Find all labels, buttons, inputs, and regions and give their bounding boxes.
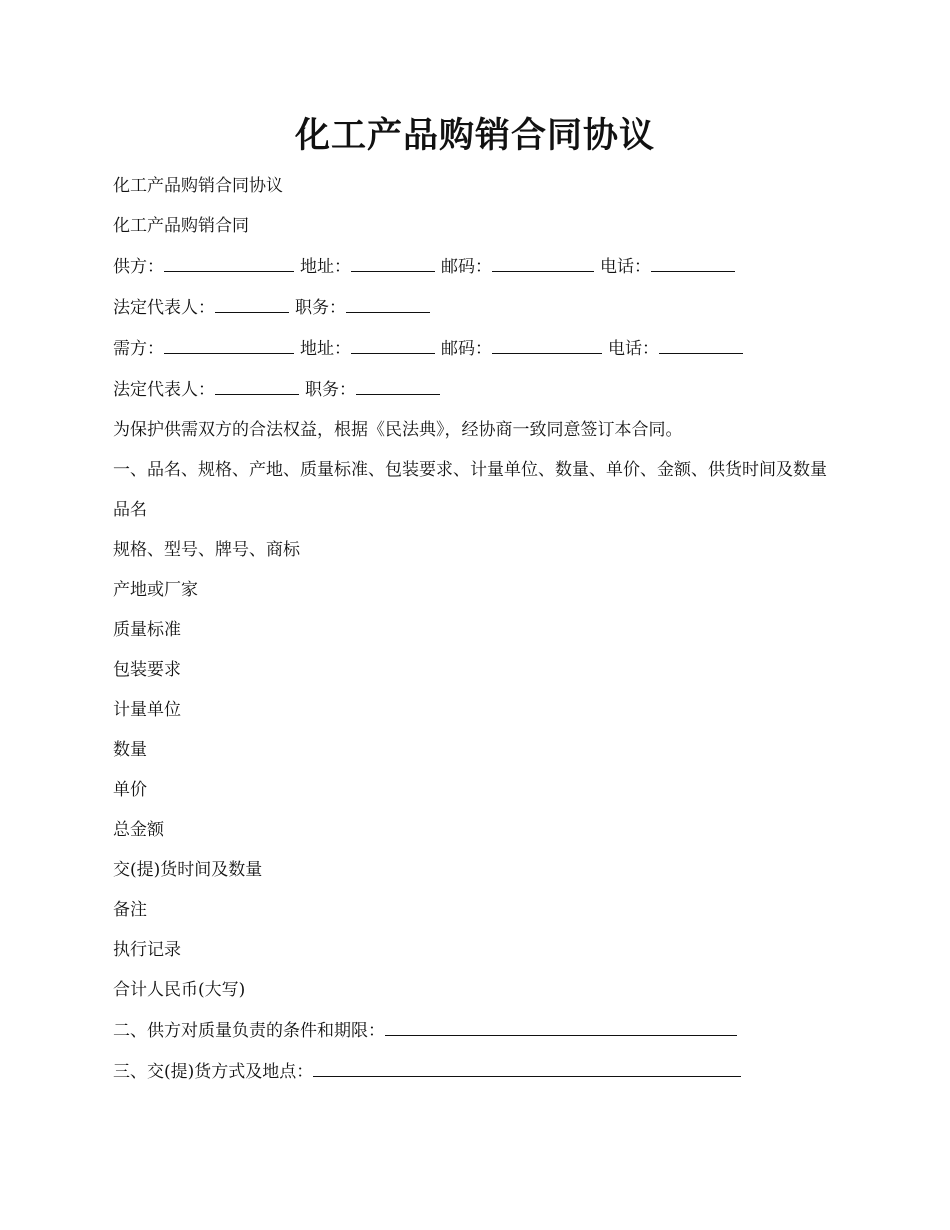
- supplier-rep-line: [113, 297, 848, 318]
- preamble-text: 为保护供需双方的合法权益，根据《民法典》，经协商一致同意签订本合同。: [113, 420, 683, 440]
- section-2-blank: [385, 1020, 737, 1036]
- supplier-phone-label: 电话：: [600, 257, 651, 277]
- item-quantity: 数量: [113, 740, 147, 760]
- supplier-phone-blank: [651, 256, 735, 272]
- supplier-rep-blank: [215, 297, 289, 313]
- buyer-phone-blank: [659, 338, 743, 354]
- item-remarks: 备注: [113, 900, 147, 920]
- subtitle-line: 化工产品购销合同协议: [113, 176, 283, 196]
- item-packaging: 包装要求: [113, 660, 181, 680]
- buyer-address-label: 地址：: [300, 339, 351, 359]
- buyer-postcode-label: 邮码：: [441, 339, 492, 359]
- document-title: 化工产品购销合同协议: [294, 115, 655, 156]
- section-2-line: [113, 1020, 848, 1041]
- section-1-heading: 一、品名、规格、产地、质量标准、包装要求、计量单位、数量、单价、金额、供货时间及数量: [113, 460, 827, 480]
- supplier-label: 供方：: [113, 257, 164, 277]
- item-delivery-time: 交(提)货时间及数量: [113, 860, 263, 880]
- contract-heading: 化工产品购销合同: [113, 216, 249, 236]
- item-execution-record: 执行记录: [113, 940, 181, 960]
- supplier-position-label: 职务：: [295, 298, 346, 318]
- buyer-name-blank: [164, 338, 294, 354]
- buyer-address-blank: [351, 338, 435, 354]
- buyer-rep-label: 法定代表人：: [113, 380, 215, 400]
- section-3-blank: [313, 1061, 741, 1077]
- item-specification: 规格、型号、牌号、商标: [113, 540, 300, 560]
- item-product-name: 品名: [113, 500, 147, 520]
- section-3-line: [113, 1061, 848, 1082]
- buyer-position-label: 职务：: [305, 380, 356, 400]
- section-2-label: 二、供方对质量负责的条件和期限：: [113, 1021, 385, 1041]
- section-3-label: 三、交(提)货方式及地点：: [113, 1062, 314, 1082]
- supplier-postcode-blank: [492, 256, 594, 272]
- item-origin: 产地或厂家: [113, 580, 198, 600]
- buyer-postcode-blank: [492, 338, 602, 354]
- document-body: [113, 176, 848, 1102]
- supplier-info-line: [113, 256, 848, 277]
- supplier-rep-label: 法定代表人：: [113, 298, 215, 318]
- item-unit: 计量单位: [113, 700, 181, 720]
- item-total-amount: 总金额: [113, 820, 164, 840]
- supplier-postcode-label: 邮码：: [441, 257, 492, 277]
- buyer-info-line: [113, 338, 848, 359]
- buyer-position-blank: [356, 379, 440, 395]
- supplier-address-label: 地址：: [300, 257, 351, 277]
- supplier-address-blank: [351, 256, 435, 272]
- item-unit-price: 单价: [113, 780, 147, 800]
- buyer-rep-line: [113, 379, 848, 400]
- item-quality-standard: 质量标准: [113, 620, 181, 640]
- item-total-rmb: 合计人民币(大写): [113, 980, 246, 1000]
- buyer-phone-label: 电话：: [608, 339, 659, 359]
- buyer-label: 需方：: [113, 339, 164, 359]
- buyer-rep-blank: [215, 379, 299, 395]
- supplier-position-blank: [346, 297, 430, 313]
- supplier-name-blank: [164, 256, 294, 272]
